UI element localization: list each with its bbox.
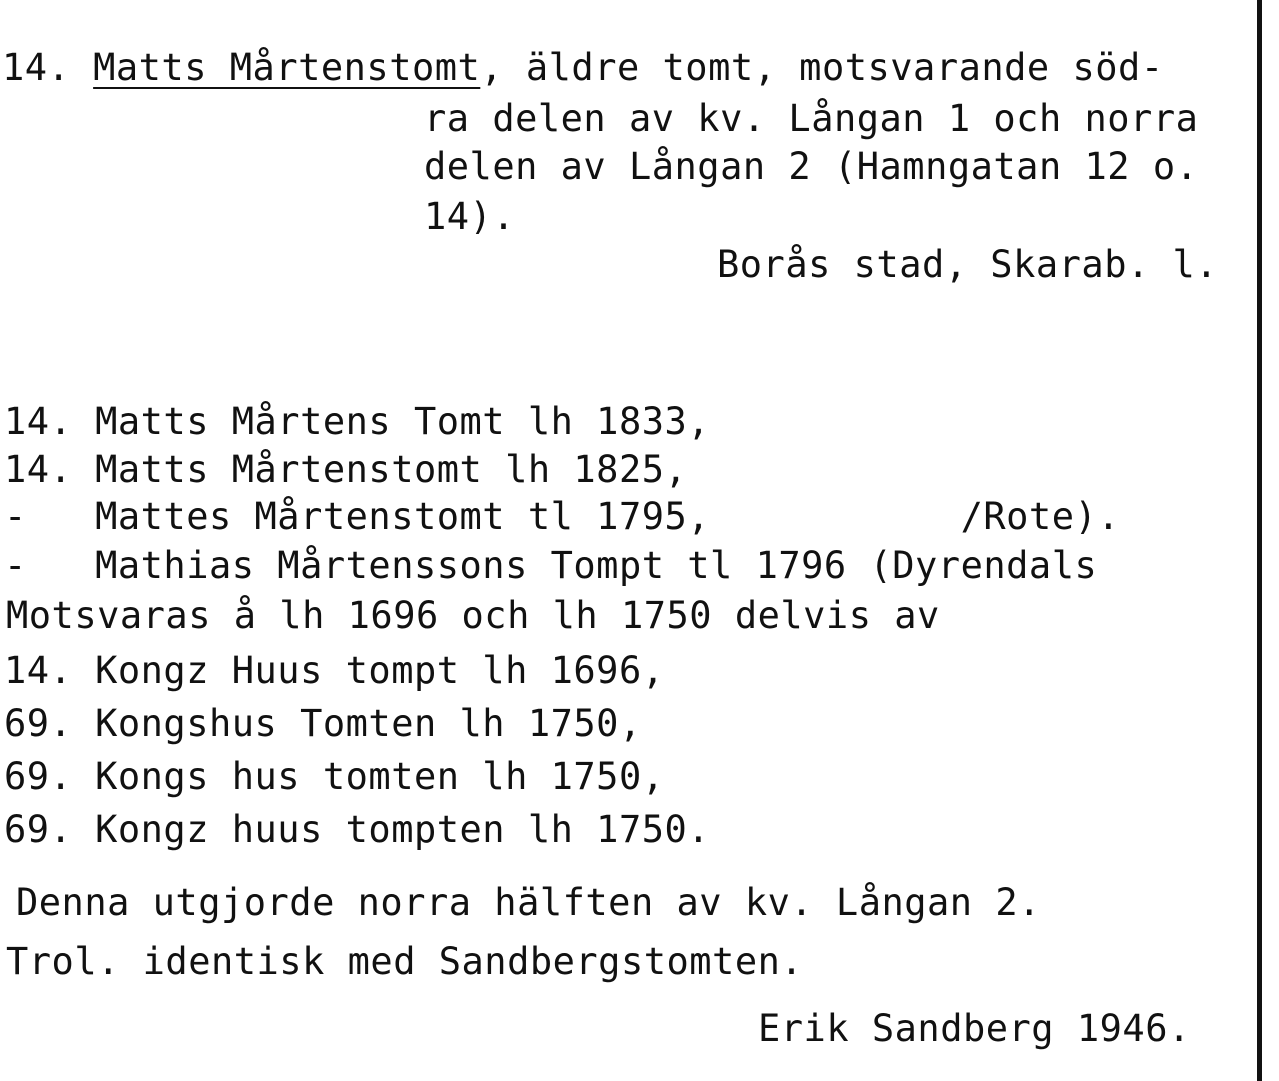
- signature: Erik Sandberg 1946.: [758, 1007, 1191, 1050]
- note-line: Trol. identisk med Sandbergstomten.: [6, 940, 804, 983]
- place-reference: Borås stad, Skarab. l.: [717, 243, 1219, 286]
- heading-description-line-3: delen av Långan 2 (Hamngatan 12 o.: [424, 145, 1199, 188]
- entry-line: - Mathias Mårtenssons Tompt tl 1796 (Dyrendals: [4, 544, 1098, 587]
- entry-line: 14. Matts Mårtens Tomt lh 1833,: [4, 400, 711, 443]
- heading-description-line-4: 14).: [424, 195, 516, 238]
- heading-description-line-2: ra delen av kv. Långan 1 och norra: [424, 97, 1199, 140]
- entry-line: Motsvaras å lh 1696 och lh 1750 delvis av: [6, 594, 940, 637]
- card-heading: [2, 48, 1164, 88]
- entry-line: - Mattes Mårtenstomt tl 1795, /Rote).: [4, 495, 1121, 538]
- entry-line: 69. Kongshus Tomten lh 1750,: [4, 702, 642, 745]
- entry-line: 14. Matts Mårtenstomt lh 1825,: [4, 448, 688, 491]
- entry-line: 69. Kongs hus tomten lh 1750,: [4, 755, 665, 798]
- heading-number: 14.: [2, 46, 71, 89]
- card-edge-line: [1257, 0, 1262, 1081]
- entry-line: 69. Kongz huus tompten lh 1750.: [4, 808, 711, 851]
- heading-description: , äldre tomt, motsvarande söd-: [480, 46, 1164, 89]
- entry-line: 14. Kongz Huus tompt lh 1696,: [4, 649, 665, 692]
- heading-name: Matts Mårtenstomt: [93, 46, 481, 89]
- note-line: Denna utgjorde norra hälften av kv. Långan 2.: [16, 881, 1041, 924]
